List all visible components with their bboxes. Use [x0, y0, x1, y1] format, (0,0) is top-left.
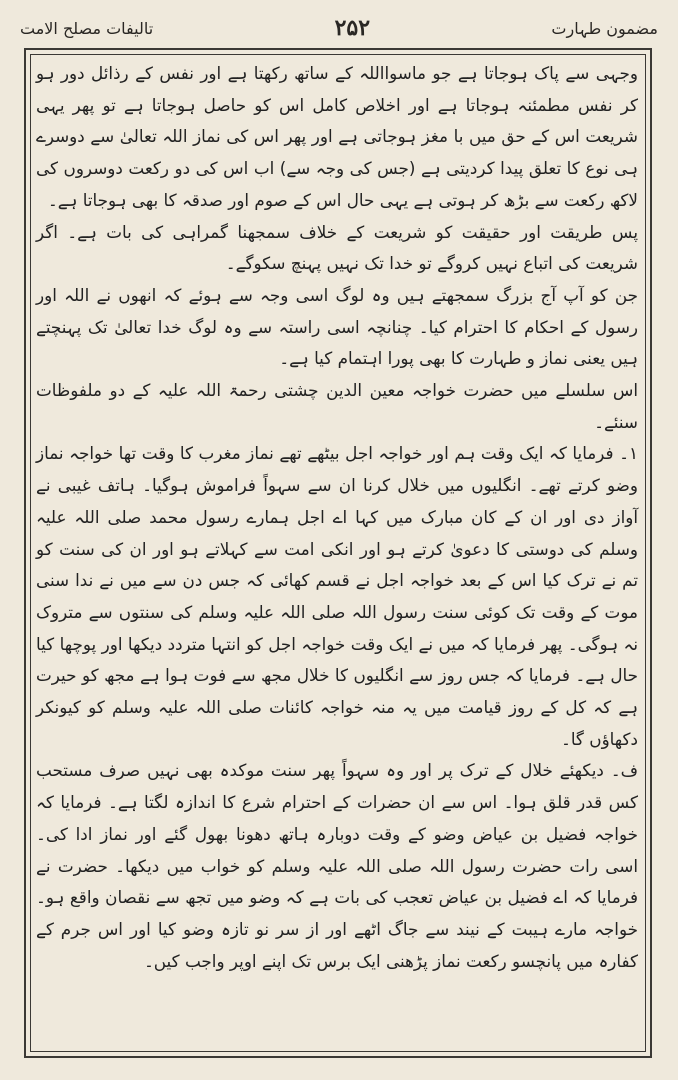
page-number: ۲۵۲	[334, 15, 371, 41]
page-header	[20, 8, 658, 48]
paragraph-5: ۱۔ فرمایا کہ ایک وقت ہم اور خواجہ اجل بیٹھے تھے نماز مغرب کا وقت تھا خواجہ نماز وضو کرتے تھے۔ انگلیوں میں خلال کرنا ان سے سہواً فراموش ہوگیا۔ ہاتف غیبی نے آواز دی اور ان کے کان مبارک میں کہا اے اجل ہمارے رسول محمد صلی اللہ علیہ وسلم کی دوستی کا دعویٰ کرتے ہو اور انکی امت سے کہلاتے ہو اور ان کی سنت کو تم نے ترک کیا اس کے بعد خواجہ اجل نے قسم کھائی کہ جس دن سے میں نے ندا سنی موت کے وقت تک کوئی سنت رسول اللہ صلی اللہ علیہ وسلم کی سنتوں سے متروک نہ ہوگی۔ پھر فرمایا کہ میں نے ایک وقت خواجہ اجل کو انتہا متردد دیکھا اور پوچھا کیا حال ہے۔ فرمایا کہ جس روز سے انگلیوں کا خلال مجھ سے فوت ہوا ہے مجھ کو حیرت ہے کہ کل کے روز قیامت میں یہ منہ خواجہ کائنات صلی اللہ علیہ وسلم کو کیونکر دکھاؤں گا۔	[36, 443, 638, 749]
paragraph-3: جن کو آپ آج بزرگ سمجھتے ہیں وہ لوگ اسی وجہ سے ہوئے کہ انھوں نے اللہ اور رسول کے احکام کا احترام کیا۔ چنانچہ اسی راستہ سے وہ لوگ خدا تعالیٰ تک پہنچتے ہیں یعنی نماز و طہارت کا بھی پورا اہتمام کیا ہے۔	[36, 284, 638, 369]
chapter-title: مضمون طہارت	[551, 18, 658, 38]
paragraph-6: ف۔ دیکھئے خلال کے ترک پر اور وہ سہواً پھر سنت موکدہ بھی نہیں صرف مستحب کس قدر قلق ہوا۔ اس سے ان حضرات کے احترام شرع کا اندازہ لگتا ہے۔ فرمایا کہ خواجہ فضیل بن عیاض وضو کے وقت دوبارہ ہاتھ دھونا بھول گئے اور نماز ادا کی۔ اسی رات حضرت رسول اللہ صلی اللہ علیہ وسلم کو خواب میں دیکھا۔ حضرت نے فرمایا کہ اے فضیل بن عیاض تعجب کی بات ہے کہ وضو میں تجھ سے نقصان واقع ہو۔ خواجہ مارے ہیبت کے نیند سے جاگ اٹھے اور از سر نو تازہ وضو کیا اور اس جرم کے کفارہ میں پانچسو رکعت نماز پڑھنی ایک برس تک اپنے اوپر واجب کیں۔	[36, 760, 638, 971]
body-text	[36, 58, 638, 1056]
paragraph-1: وجہی سے پاک ہوجاتا ہے جو ماسوااللہ کے ساتھ رکھتا ہے اور نفس کے رذائل دور ہو کر نفس مطمئنہ ہوجاتا ہے اور اخلاص کامل اس کو حاصل ہوجاتا ہے تو پھر یہی شریعت اس کے حق میں با مغز ہوجاتی ہے اور پھر اس کی نماز اللہ تعالیٰ سے دوسرے ہی نوع کا تعلق پیدا کردیتی ہے (جس کی وجہ سے) اب اس کی دو رکعت دوسروں کی لاکھ رکعت سے بڑھ کر ہوتی ہے یہی حال اس کے صوم اور صدقہ کا بھی ہوجاتا ہے۔	[36, 63, 638, 210]
book-title: تالیفات مصلح الامت	[20, 18, 154, 38]
paragraph-2: پس طریقت اور حقیقت کو شریعت کے خلاف سمجھنا گمراہی کی بات ہے۔ اگر شریعت کی اتباع نہیں کروگے تو خدا تک نہیں پہنچ سکوگے۔	[36, 221, 638, 274]
paragraph-4: اس سلسلے میں حضرت خواجہ معین الدین چشتی رحمۃ اللہ علیہ کے دو ملفوظات سنئے۔	[36, 380, 638, 432]
